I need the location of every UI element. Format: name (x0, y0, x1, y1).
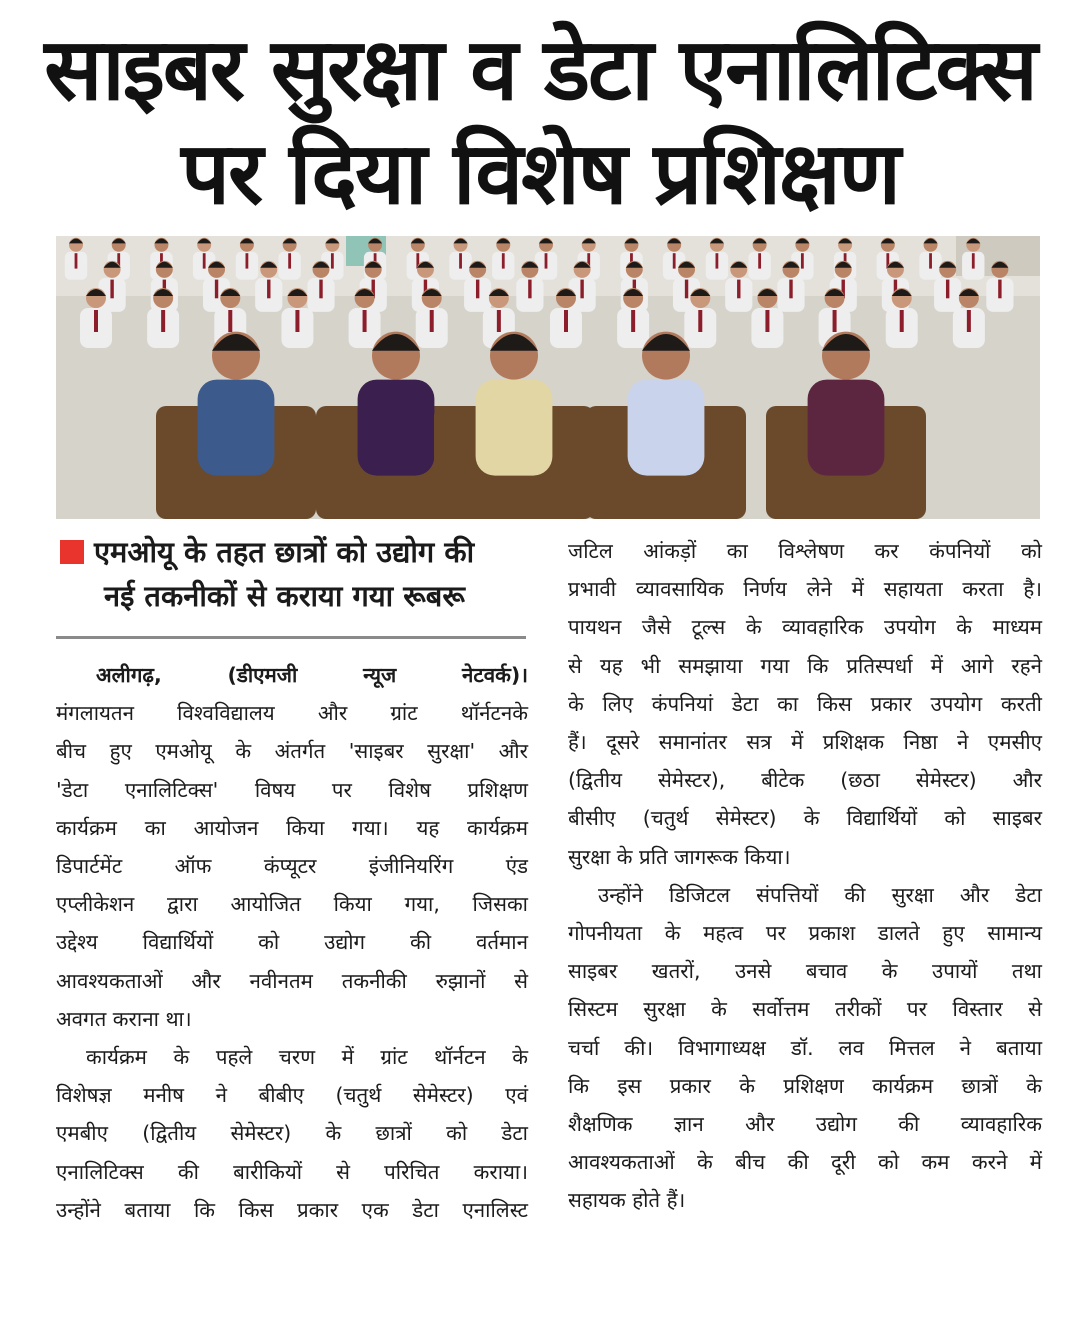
article-line: के लिए कंपनियां डेटा का किस प्रकार उपयोग करती (568, 691, 1042, 716)
article-line: अवगत कराना था। (56, 1006, 192, 1031)
article-line: शैक्षणिक ज्ञान और उद्योग की व्यावहारिक (568, 1112, 1042, 1137)
article-column-2 (568, 532, 1042, 1220)
article-line: उद्देश्य विद्यार्थियों को उद्योग की वर्तमान (56, 930, 528, 955)
article-line: विशेषज्ञ मनीष ने बीबीए (चतुर्थ सेमेस्टर) एवं (56, 1083, 528, 1108)
article-line: डिपार्टमेंट ऑफ कंप्यूटर इंजीनियरिंग एंड (56, 854, 528, 879)
article-line: जटिल आंकड़ों का विश्लेषण कर कंपनियों को (568, 539, 1042, 563)
article-line: कि इस प्रकार के प्रशिक्षण कार्यक्रम छात्रों के (568, 1073, 1042, 1098)
article-column-1 (56, 656, 528, 1229)
article-line: कार्यक्रम के पहले चरण में ग्रांट थॉर्नटन के (86, 1045, 528, 1070)
article-line: पायथन जैसे टूल्स के व्यावहारिक उपयोग के माध्यम (568, 615, 1042, 640)
article-line: उन्होंने बताया कि किस प्रकार एक डेटा एनालिस्ट (56, 1197, 528, 1222)
article-line: हैं। दूसरे समानांतर सत्र में प्रशिक्षक निष्ठा ने एमसीए (568, 730, 1042, 755)
article-line: से यह भी समझाया गया कि प्रतिस्पर्धा में आगे रहने (568, 653, 1042, 678)
subheadline-line-2: नई तकनीकों से कराया गया रूबरू (104, 579, 465, 613)
article-line: कार्यक्रम का आयोजन किया गया। यह कार्यक्रम (56, 815, 528, 840)
article-line: (द्वितीय सेमेस्टर), बीटेक (छठा सेमेस्टर) और (568, 768, 1042, 793)
article-line: एनालिटिक्स की बारीकियों से परिचित कराया। (56, 1159, 528, 1184)
article-line: आवश्यकताओं के बीच की दूरी को कम करने में (568, 1150, 1042, 1175)
group-photo-illustration (56, 236, 1040, 519)
section-divider (56, 636, 526, 639)
article-line: सुरक्षा के प्रति जागरूक किया। (568, 844, 791, 869)
group-photo (56, 236, 1040, 519)
red-square-bullet-icon (60, 540, 84, 564)
subheadline-line-1: एमओयू के तहत छात्रों को उद्योग की (94, 535, 475, 569)
article-line: साइबर खतरों, उनसे बचाव के उपायों तथा (568, 959, 1042, 984)
article-line: मंगलायतन विश्वविद्यालय और ग्रांट थॉर्नटनके (56, 701, 528, 726)
article-line: सहायक होते हैं। (568, 1188, 686, 1213)
article-line: बीसीए (चतुर्थ सेमेस्टर) के विद्यार्थियों को साइबर (568, 806, 1042, 831)
article-line: एमबीए (द्वितीय सेमेस्टर) के छात्रों को डेटा (56, 1121, 528, 1146)
article-line: एप्लीकेशन द्वारा आयोजित किया गया, जिसका (56, 892, 528, 917)
subheadline (60, 530, 530, 618)
article-line: आवश्यकताओं और नवीनतम तकनीकी रुझानों से (56, 968, 528, 993)
article-line: प्रभावी व्यावसायिक निर्णय लेने में सहायता करता है। (568, 577, 1042, 602)
headline-line-2: पर दिया विशेष प्रशिक्षण (181, 124, 899, 224)
dateline: अलीगढ़, (डीएमजी न्यूज नेटवर्क)। (96, 663, 528, 687)
headline-line-1: साइबर सुरक्षा व डेटा एनालिटिक्स (44, 20, 1036, 120)
headline (0, 18, 1080, 226)
article-line: सिस्टम सुरक्षा के सर्वोत्तम तरीकों पर विस्तार से (568, 997, 1042, 1022)
article-line: बीच हुए एमओयू के अंतर्गत 'साइबर सुरक्षा' और (56, 739, 528, 764)
article-line: चर्चा की। विभागाध्यक्ष डॉ. लव मित्तल ने बताया (568, 1035, 1042, 1060)
article-line: 'डेटा एनालिटिक्स' विषय पर विशेष प्रशिक्षण (56, 777, 528, 802)
article-line: उन्होंने डिजिटल संपत्तियों की सुरक्षा और डेटा (598, 882, 1042, 907)
article-line: गोपनीयता के महत्व पर प्रकाश डालते हुए सामान्य (568, 921, 1042, 946)
